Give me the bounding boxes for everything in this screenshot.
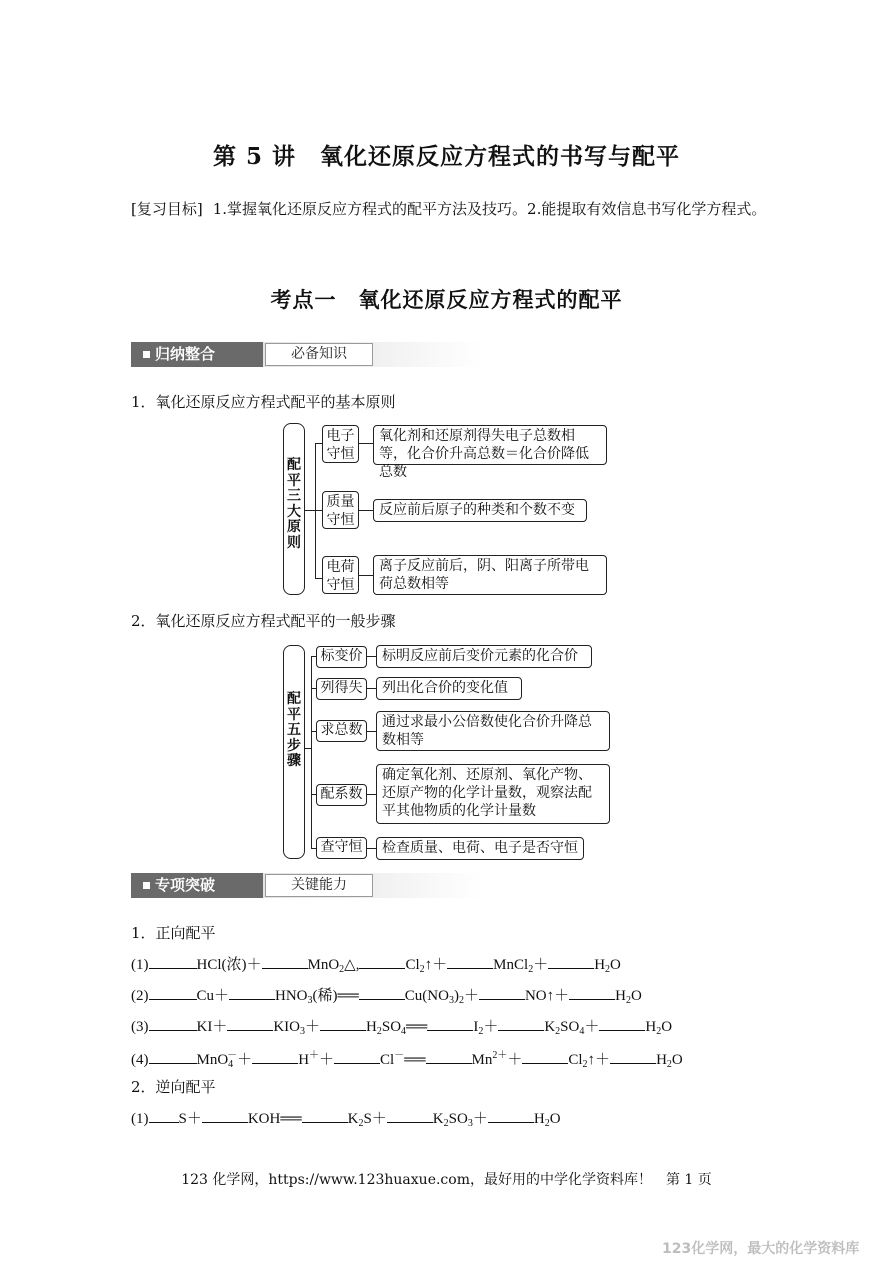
diagram2-spine (311, 656, 312, 848)
answer-blank[interactable] (426, 1051, 472, 1064)
item-heading-2: 2．氧化还原反应方程式配平的一般步骤 (131, 612, 396, 630)
answer-blank[interactable] (252, 1051, 298, 1064)
diagram2-node-label: 标变价 (316, 646, 367, 668)
equation-3: (3) $KI+ KIO_3+$ $H_2SO_4══$ $I_2+ K_2SO_4+ H_2O$ (131, 1019, 673, 1037)
connector (359, 443, 373, 444)
diagram2-root-text: 配平五步骤 (287, 691, 301, 769)
diagram2-root (283, 645, 305, 859)
bar-light-label: 必备知识 (265, 343, 373, 366)
answer-blank[interactable] (569, 987, 615, 1000)
section-bar-practice (131, 873, 483, 898)
diagram1-root-text: 配平三大原则 (287, 457, 301, 551)
equation-1: (1) HCl(浓)＋ MnO$_2$△, $Cl_2↑+$ MnCl$_2$＋ $H_2O$ (131, 957, 621, 975)
bar-dark-label: 专项突破 (131, 873, 263, 898)
answer-blank[interactable] (149, 1051, 197, 1064)
diagram1-root (283, 423, 305, 595)
equation-4: (4) MnO$_4$－＋ H＋＋ Cl－══ $Mn^{2+}+$ $Cl_2↑+ H_2O$ (131, 1050, 683, 1070)
diagram2-node-label: 求总数 (316, 720, 367, 742)
review-goal-text: 1.掌握氧化还原反应方程式的配平方法及技巧。2.能提取有效信息书写化学方程式。 (212, 200, 767, 218)
answer-blank[interactable] (610, 1051, 656, 1064)
square-icon (143, 882, 150, 889)
answer-blank[interactable] (427, 1018, 473, 1031)
review-goal (131, 194, 771, 224)
answer-blank[interactable] (447, 956, 493, 969)
answer-blank[interactable] (149, 1110, 179, 1123)
answer-blank[interactable] (488, 1110, 534, 1123)
watermark: 123化学网，最大的化学资料库 (662, 1241, 860, 1257)
answer-blank[interactable] (262, 956, 308, 969)
bar-dark-label: 归纳整合 (131, 342, 263, 367)
square-icon (143, 351, 150, 358)
answer-blank[interactable] (149, 987, 197, 1000)
answer-blank[interactable] (202, 1110, 248, 1123)
diagram2-node-desc: 标明反应前后变价元素的化合价 (376, 645, 592, 668)
answer-blank[interactable] (302, 1110, 348, 1123)
bar-light-label: 关键能力 (265, 874, 373, 897)
section-title: 考点一 氧化还原反应方程式的配平 (270, 287, 623, 312)
diagram1-node-desc: 反应前后原子的种类和个数不变 (373, 499, 587, 522)
connector (367, 688, 376, 689)
practice-heading-1: 1．正向配平 (131, 924, 216, 942)
connector (359, 575, 373, 576)
answer-blank[interactable] (359, 956, 405, 969)
diagram2-node-desc: 检查质量、电荷、电子是否守恒 (376, 837, 584, 860)
page-footer: 123 化学网，https://www.123huaxue.com，最好用的中学化学资料库！ 第 1 页 (181, 1172, 712, 1188)
diagram1-root-connector (305, 510, 315, 511)
answer-blank[interactable] (227, 1018, 273, 1031)
equation-5: (1) S＋ KOH══ $K_2S+ K_2SO_3+ H_2O$ (131, 1111, 561, 1129)
answer-blank[interactable] (599, 1018, 645, 1031)
diagram2-root-connector (305, 748, 311, 749)
diagram1-node-desc: 离子反应前后，阴、阳离子所带电荷总数相等 (373, 555, 607, 595)
connector (315, 443, 322, 444)
answer-blank[interactable] (149, 956, 197, 969)
answer-blank[interactable] (320, 1018, 366, 1031)
answer-blank[interactable] (498, 1018, 544, 1031)
practice-heading-2: 2．逆向配平 (131, 1078, 216, 1096)
connector (367, 731, 376, 732)
connector (367, 656, 376, 657)
diagram2-node-label: 查守恒 (316, 837, 367, 859)
diagram1-node-label: 电子守恒 (322, 425, 359, 463)
diagram1-node-desc: 氧化剂和还原剂得失电子总数相等，化合价升高总数＝化合价降低总数 (373, 425, 607, 465)
diagram1-node-label: 质量守恒 (322, 491, 359, 529)
connector (315, 510, 322, 511)
diagram2-node-desc: 列出化合价的变化值 (376, 677, 522, 700)
answer-blank[interactable] (548, 956, 594, 969)
diagram2-node-label: 配系数 (316, 784, 367, 806)
review-goal-tag: [复习目标] (131, 200, 203, 218)
connector (359, 510, 373, 511)
diagram1-node-label: 电荷守恒 (322, 556, 359, 594)
connector (367, 794, 376, 795)
page-title: 第 5 讲 氧化还原反应方程式的书写与配平 (212, 143, 681, 170)
diagram2-node-desc: 通过求最小公倍数使化合价升降总数相等 (376, 711, 610, 751)
diagram2-node-desc: 确定氧化剂、还原剂、氧化产物、还原产物的化学计量数，观察法配平其他物质的化学计量数 (376, 764, 610, 824)
answer-blank[interactable] (479, 987, 525, 1000)
item-heading-1: 1．氧化还原反应方程式配平的基本原则 (131, 393, 396, 411)
answer-blank[interactable] (387, 1110, 433, 1123)
equation-2: (2) $Cu+ HNO_3$(稀)══ $Cu(NO_3)_2+$ NO↑＋ $H_2O$ (131, 988, 642, 1006)
answer-blank[interactable] (229, 987, 275, 1000)
answer-blank[interactable] (334, 1051, 380, 1064)
connector (367, 848, 376, 849)
answer-blank[interactable] (522, 1051, 568, 1064)
connector (315, 578, 322, 579)
answer-blank[interactable] (149, 1018, 197, 1031)
answer-blank[interactable] (359, 987, 405, 1000)
diagram2-node-label: 列得失 (316, 678, 367, 700)
section-bar-summary (131, 342, 483, 367)
